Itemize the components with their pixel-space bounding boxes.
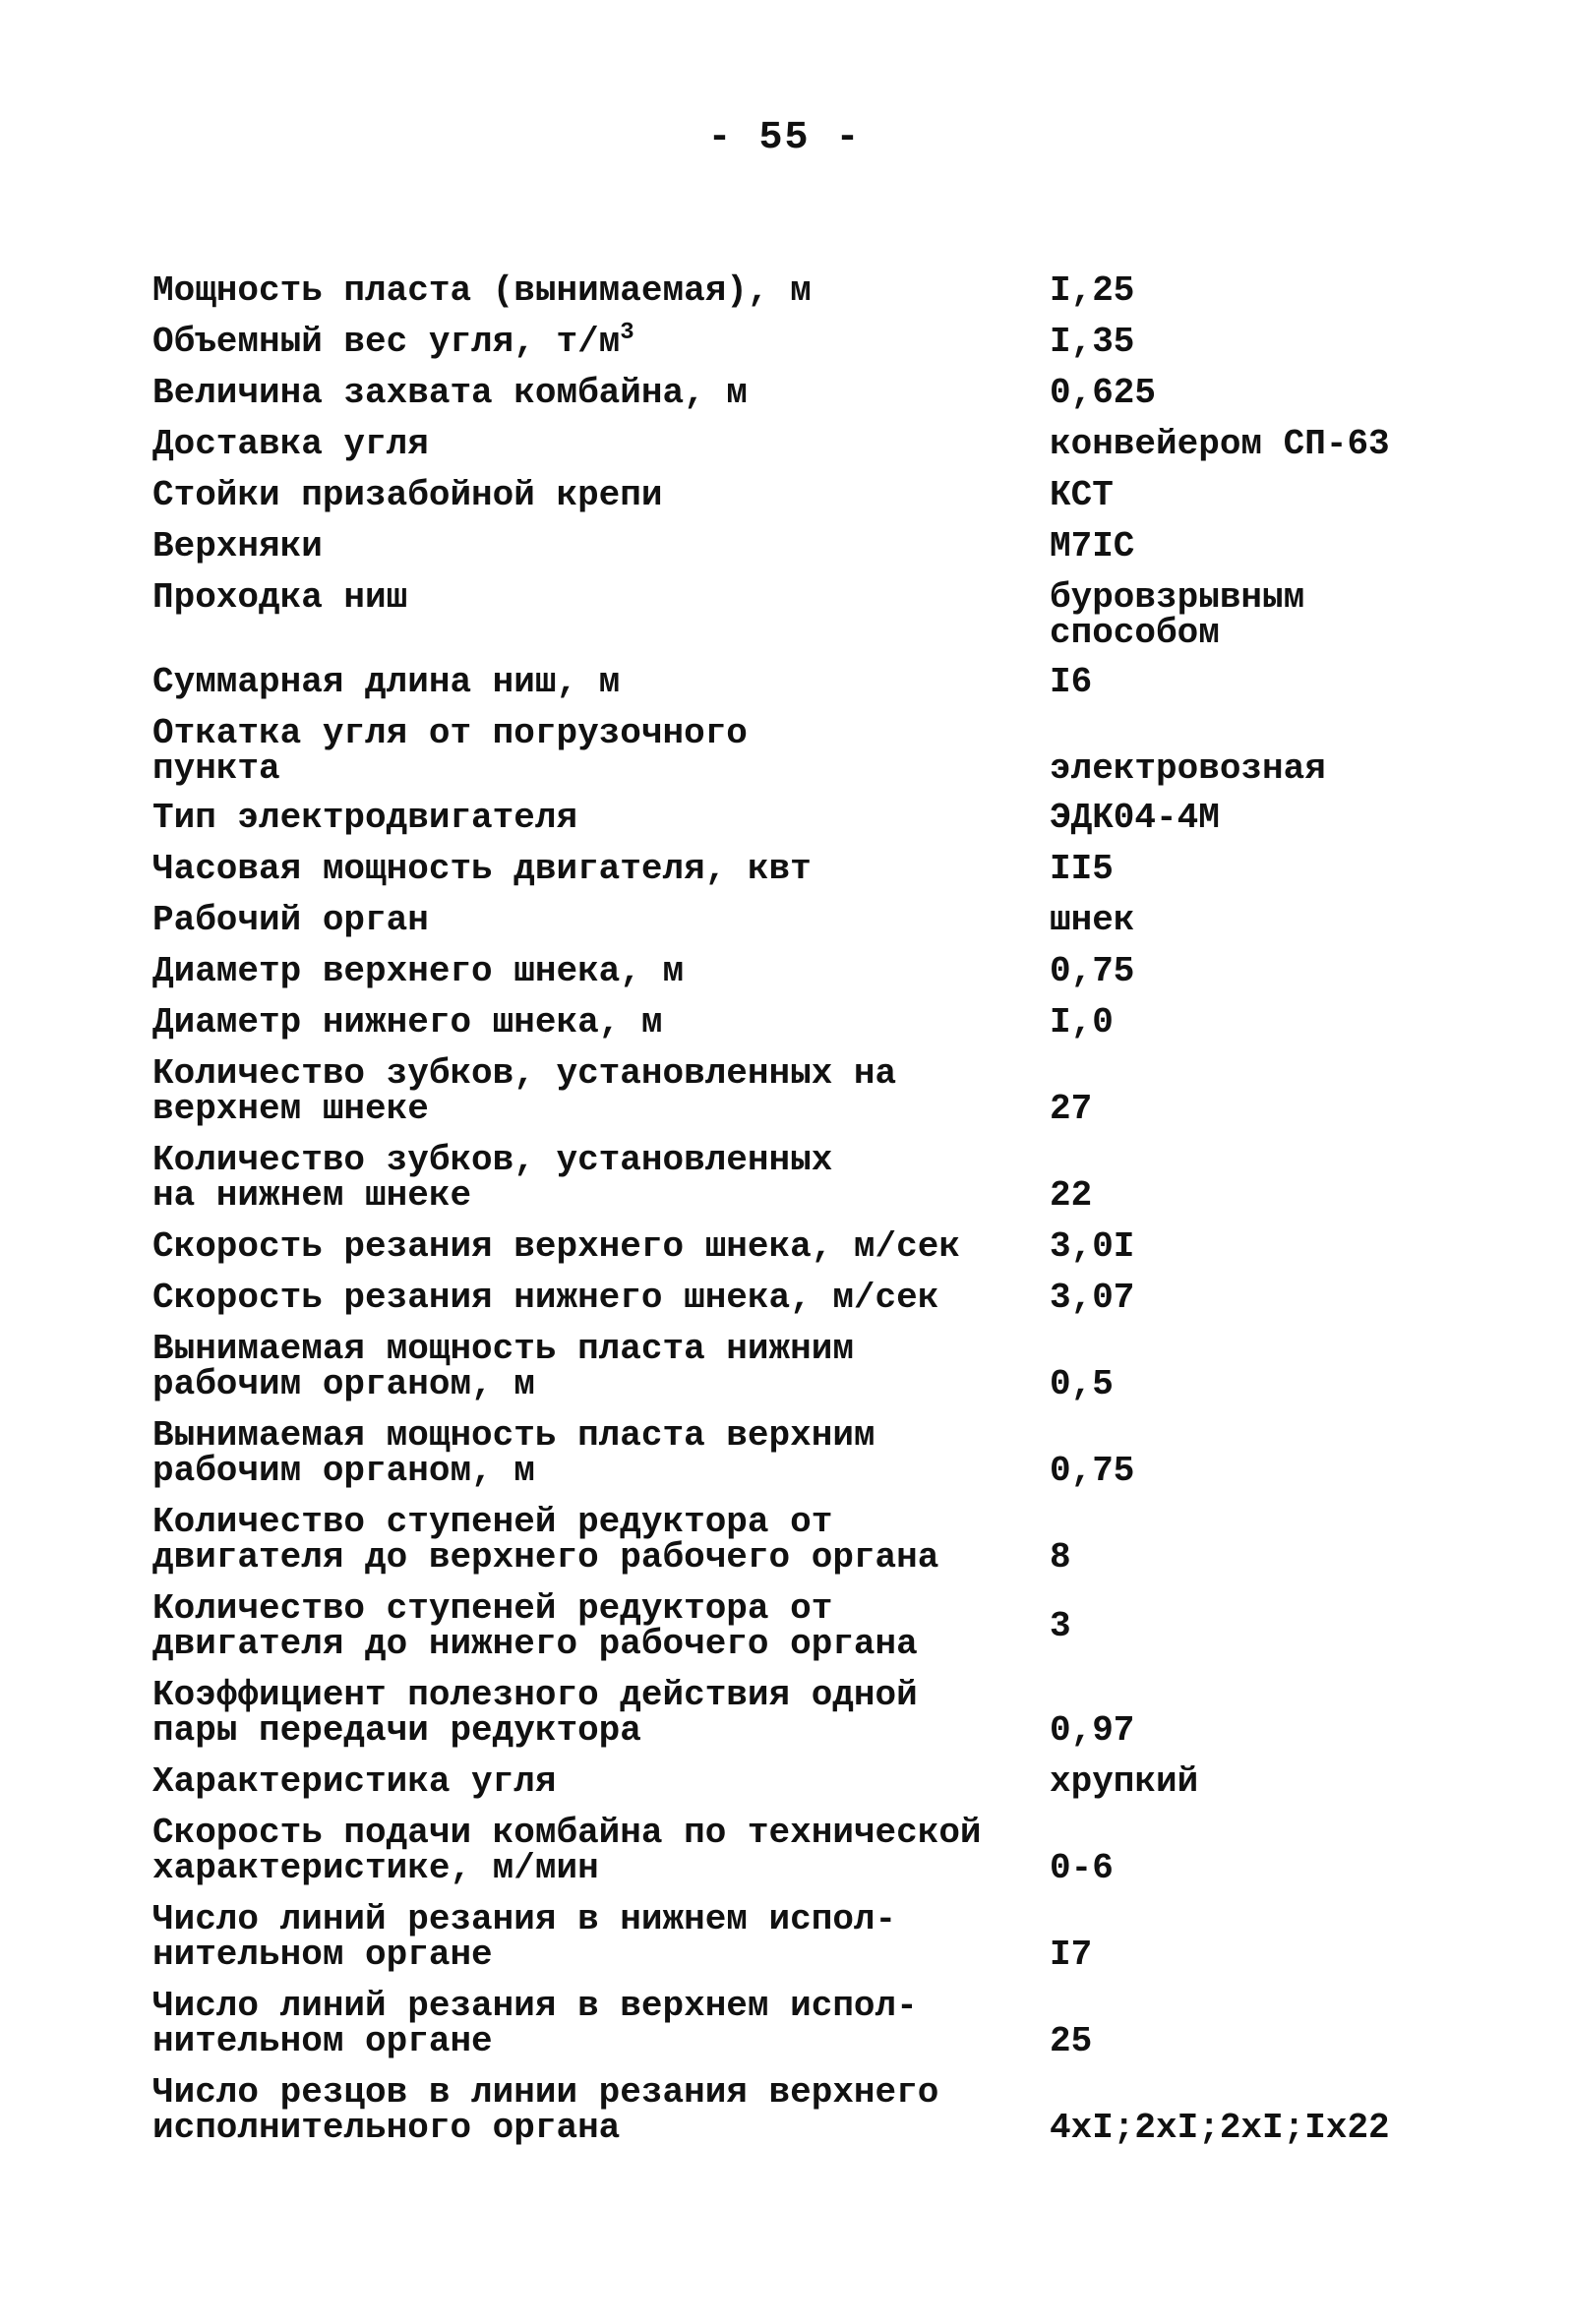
spec-label-superscript: 3 [620,320,634,346]
spec-value: I6 [1050,662,1093,702]
spec-value: I7 [1050,1935,1093,1975]
spec-label: Вынимаемая мощность пласта нижним рабочим органом, м [152,1329,854,1404]
spec-label: Число линий резания в верхнем испол- нительном органе [152,1986,918,2061]
spec-value: 0,75 [1050,951,1135,991]
spec-label: Скорость подачи комбайна по технической характеристике, м/мин [152,1813,982,1888]
spec-label: Количество зубков, установленных на нижнем шнеке [152,1140,833,1216]
spec-label: Диаметр нижнего шнека, м [152,1002,663,1043]
spec-label: Скорость резания верхнего шнека, м/сек [152,1226,960,1267]
spec-value: 22 [1050,1175,1093,1216]
spec-label: Количество зубков, установленных на верхнем шнеке [152,1053,897,1129]
spec-label: Откатка угля от погрузочного пункта [152,713,748,789]
spec-value: 0,97 [1050,1710,1135,1751]
spec-value: II5 [1050,849,1114,889]
spec-label: Суммарная длина ниш, м [152,662,621,702]
spec-label: Количество ступеней редуктора от двигателя до верхнего рабочего органа [152,1502,939,1578]
spec-value: 0,75 [1050,1451,1135,1491]
spec-label: Рабочий орган [152,900,429,940]
spec-label: Мощность пласта (вынимаемая), м [152,270,812,311]
spec-value: 3,07 [1050,1278,1135,1318]
spec-label: Характеристика угля [152,1761,557,1802]
spec-label: Вынимаемая мощность пласта верхним рабочим органом, м [152,1415,875,1491]
spec-value: хрупкий [1050,1761,1199,1802]
spec-label: Скорость резания нижнего шнека, м/сек [152,1278,939,1318]
spec-label: Тип электродвигателя [152,798,578,838]
spec-value: I,0 [1050,1002,1114,1043]
spec-value: 3,0I [1050,1226,1135,1267]
spec-value: 27 [1050,1089,1093,1129]
spec-label: Верхняки [152,526,323,566]
spec-label: Проходка ниш [152,577,408,618]
spec-label: Диаметр верхнего шнека, м [152,951,685,991]
spec-value: буровзрывным способом [1050,577,1305,653]
spec-value: I,35 [1050,322,1135,362]
spec-label: Число резцов в линии резания верхнего исполнительного органа [152,2072,939,2148]
spec-label: Часовая мощность двигателя, квт [152,849,812,889]
spec-label: Доставка угля [152,424,429,464]
spec-value: 0,625 [1050,373,1157,413]
page-number: - 55 - [707,116,862,160]
spec-label: Стойки призабойной крепи [152,475,663,515]
spec-label: Коэффициент полезного действия одной пары передачи редуктора [152,1675,918,1751]
spec-value: 0,5 [1050,1364,1114,1404]
spec-value: КСТ [1050,475,1114,515]
spec-value: М7IС [1050,526,1135,566]
spec-value: электровозная [1050,748,1326,789]
spec-value: шнек [1050,900,1135,940]
spec-value: ЭДК04-4М [1050,798,1220,838]
spec-value: 25 [1050,2021,1093,2061]
spec-value: I,25 [1050,270,1135,311]
spec-label: Число линий резания в нижнем испол- нительном органе [152,1899,897,1975]
spec-label: Объемный вес угля, $т/м^3$ [152,320,634,362]
spec-value: 8 [1050,1537,1071,1578]
spec-value: 3 [1050,1606,1071,1646]
spec-label: Количество ступеней редуктора от двигателя до нижнего рабочего органа [152,1588,918,1664]
spec-label: Величина захвата комбайна, м [152,373,748,413]
spec-value: 4хI;2хI;2хI;Iх22 [1050,2108,1390,2148]
spec-value: 0-6 [1050,1848,1114,1888]
spec-value: конвейером СП-63 [1050,424,1390,464]
